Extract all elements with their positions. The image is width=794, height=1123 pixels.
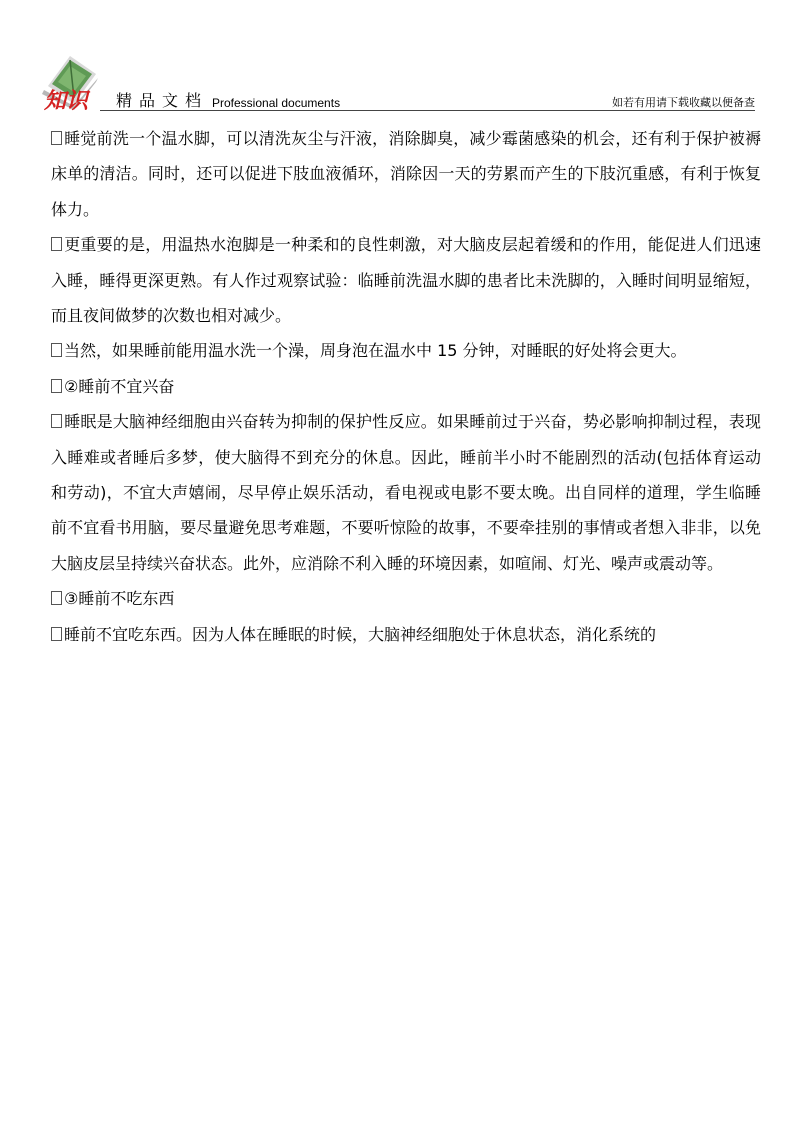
section-heading [51, 581, 761, 616]
paragraph-text: 当然，如果睡前能用温水洗一个澡，周身泡在温水中 15 分钟，对睡眠的好处将会更大。 [64, 341, 687, 361]
header-divider [100, 110, 755, 111]
checkbox-glyph-icon [51, 591, 62, 605]
checkbox-glyph-icon [51, 343, 62, 357]
checkbox-glyph-icon [51, 237, 62, 251]
brand-subtitle: Professional documents [212, 96, 341, 110]
paragraph [51, 121, 761, 227]
paragraph [51, 617, 761, 652]
logo-text: 知识 [44, 88, 89, 112]
section-heading [51, 369, 761, 404]
checkbox-glyph-icon [51, 379, 62, 393]
checkbox-glyph-icon [51, 414, 62, 428]
paragraph-text: 更重要的是，用温热水泡脚是一种柔和的良性刺激，对大脑皮层起着缓和的作用，能促进人们迅速入睡，睡得更深更熟。有人作过观察试验：临睡前洗温水脚的患者比未洗脚的，入睡时间明显缩短，而且夜间做梦的次数也相对减少。 [51, 235, 761, 326]
document-body [51, 121, 761, 652]
paragraph-text: 睡眠是大脑神经细胞由兴奋转为抑制的保护性反应。如果睡前过于兴奋，势必影响抑制过程，表现入睡难或者睡后多梦，使大脑得不到充分的休息。因此，睡前半小时不能剧烈的活动(包括体育运动和劳动)，不宜大声嬉闹，尽早停止娱乐活动，看电视或电影不要太晚。出自同样的道理，学生临睡前不宜看书用脑，要尽量避免思考难题，不要听惊险的故事，不要牵挂别的事情或者想入非非，以免大脑皮层呈持续兴奋状态。此外，应消除不利入睡的环境因素，如喧闹、灯光、噪声或震动等。 [51, 412, 761, 573]
paragraph-text: 睡前不宜吃东西。因为人体在睡眠的时候，大脑神经细胞处于休息状态，消化系统的 [64, 624, 657, 644]
paragraph [51, 227, 761, 333]
heading-text: ③睡前不吃东西 [64, 589, 175, 609]
paragraph-text: 睡觉前洗一个温水脚，可以清洗灰尘与汗液，消除脚臭，减少霉菌感染的机会，还有利于保护被褥床单的清洁。同时，还可以促进下肢血液循环，消除因一天的劳累而产生的下肢沉重感，有利于恢复体力。 [51, 129, 761, 219]
checkbox-glyph-icon [51, 131, 62, 145]
paragraph [51, 404, 761, 581]
heading-text: ②睡前不宜兴奋 [64, 376, 175, 396]
checkbox-glyph-icon [51, 627, 62, 641]
page-header [0, 0, 794, 112]
book-logo-icon [40, 52, 104, 112]
brand-title: 精品文档 [116, 91, 209, 110]
paragraph [51, 333, 761, 368]
header-note: 如若有用请下载收藏以便备查 [612, 96, 755, 109]
